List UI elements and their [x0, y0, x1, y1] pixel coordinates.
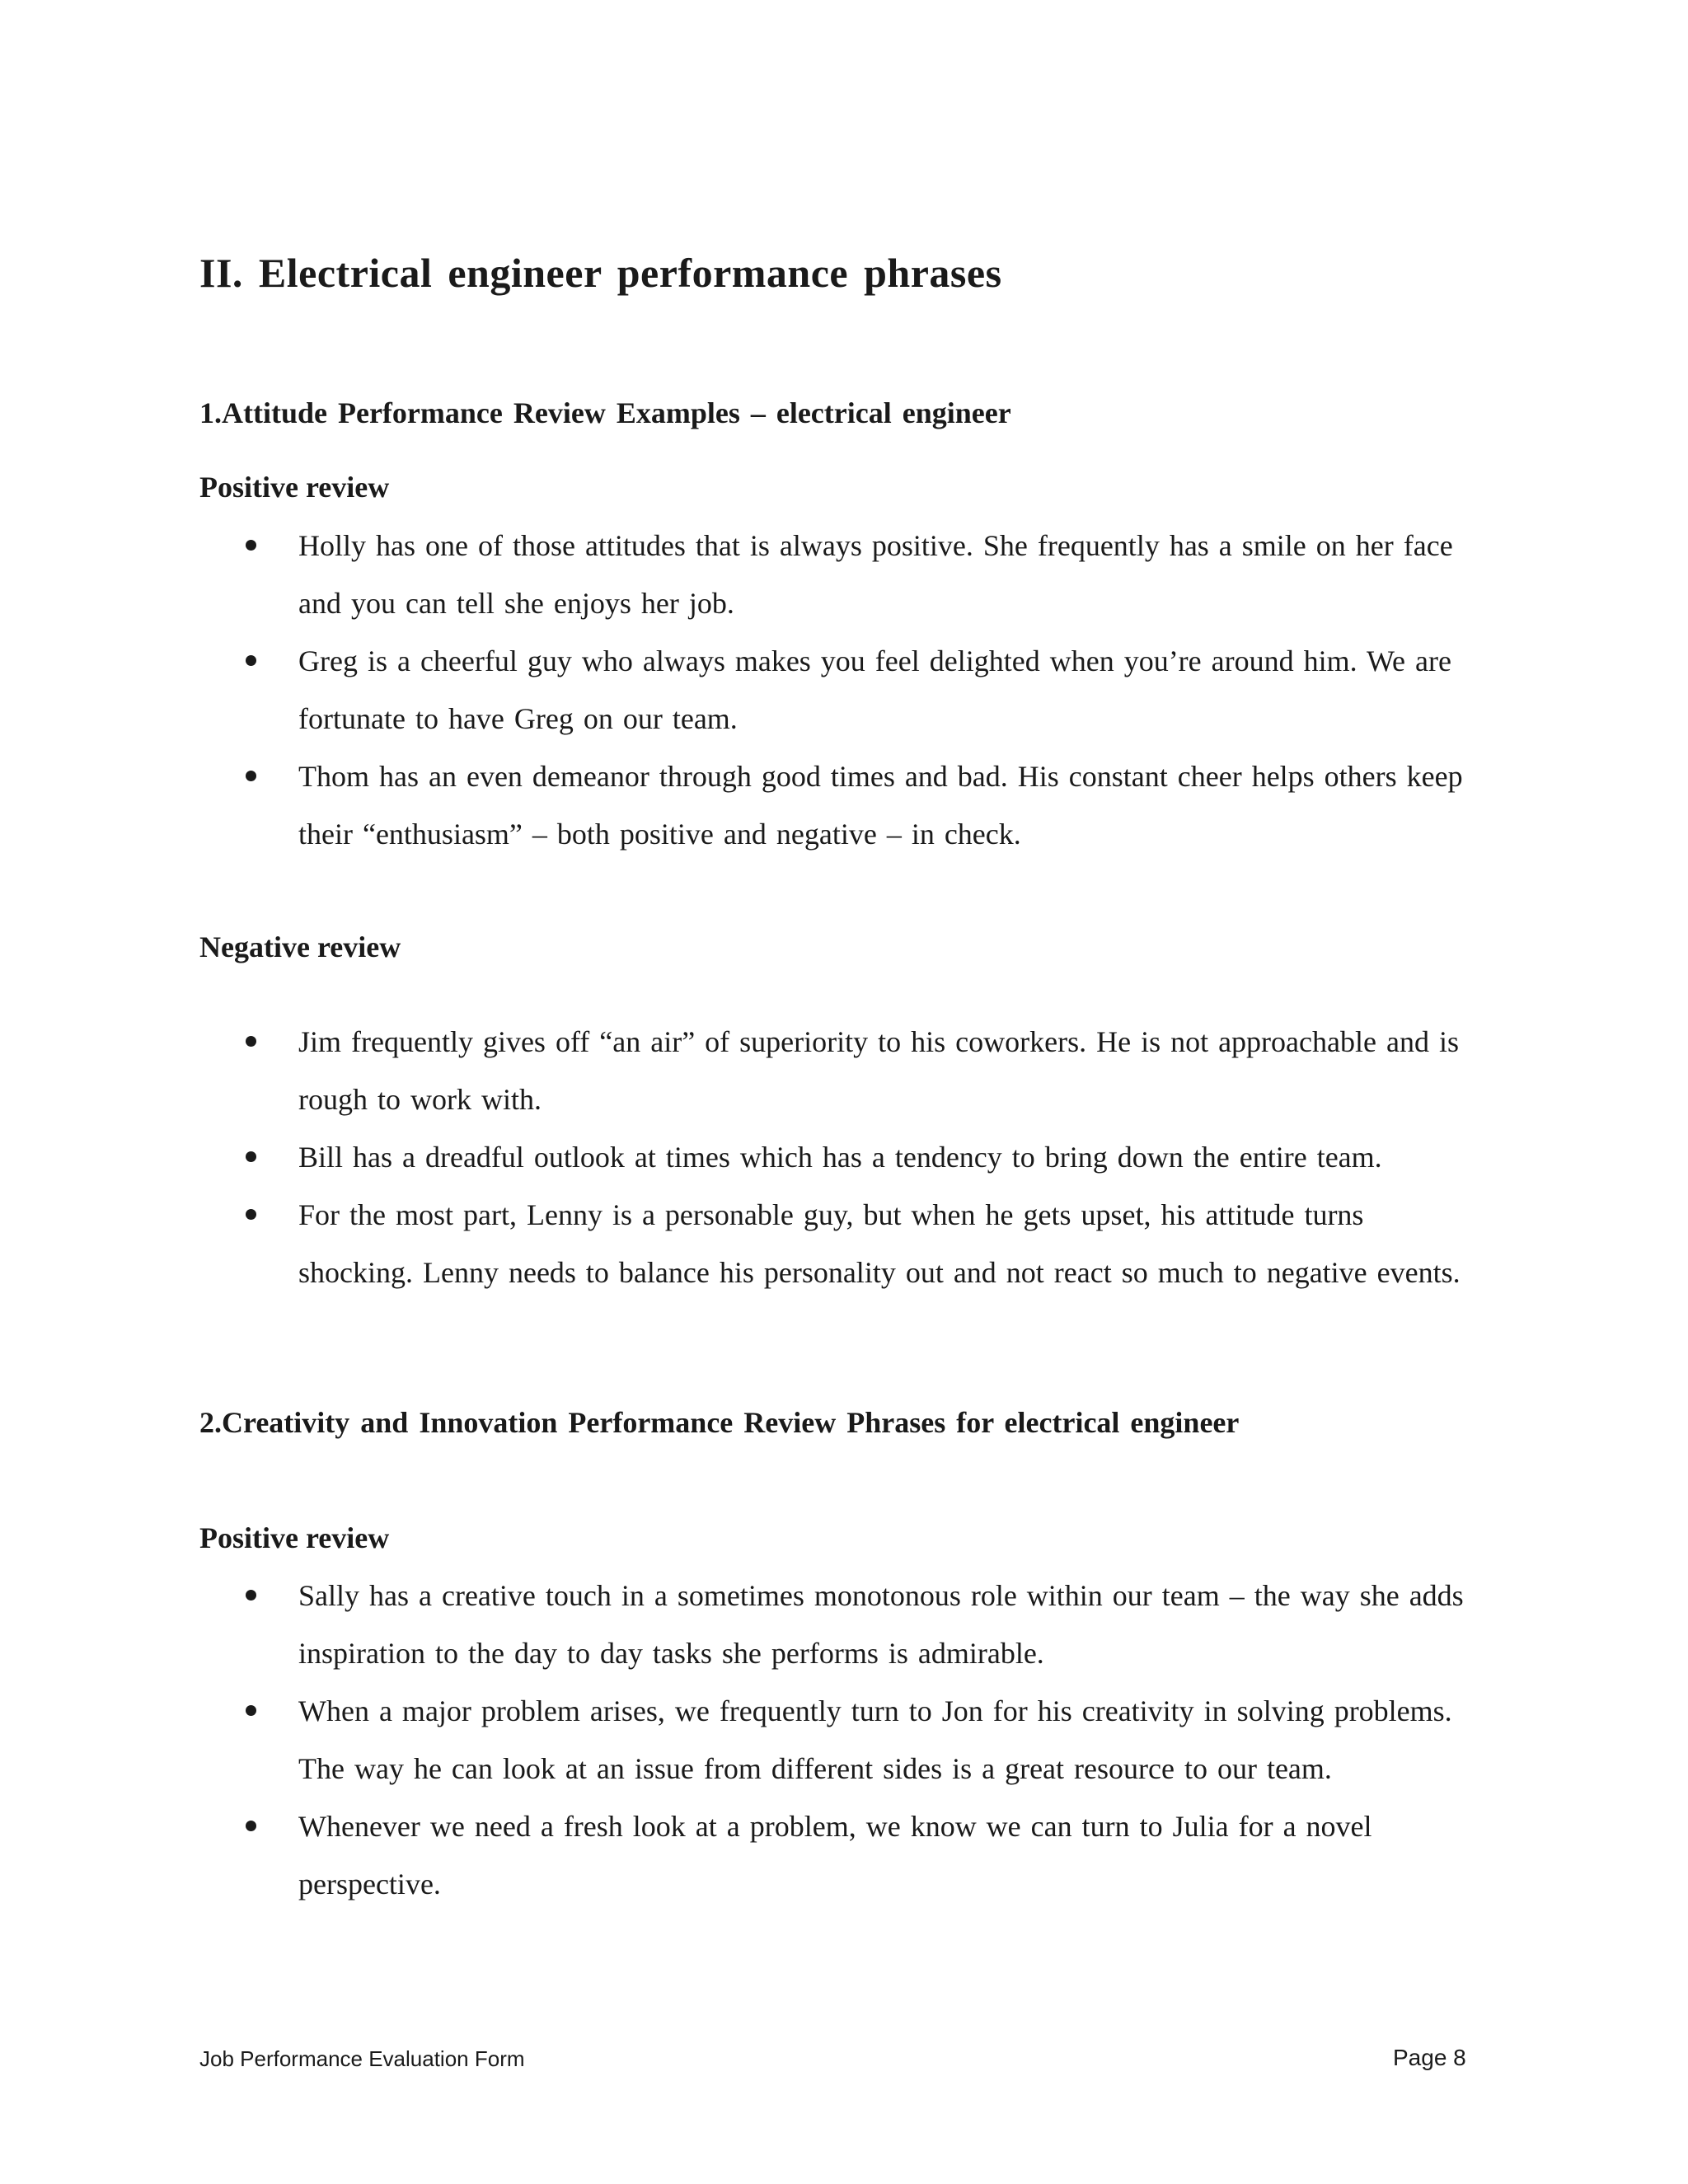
bullet-icon	[246, 1821, 256, 1831]
list-item: Bill has a dreadful outlook at times which has a tendency to bring down the entire team.	[0, 1128, 1479, 1186]
list-item: Thom has an even demeanor through good times and bad. His constant cheer helps others keep their “enthusiasm” – both positive and negative – in check.	[0, 748, 1479, 863]
list-item: For the most part, Lenny is a personable guy, but when he gets upset, his attitude turns shocking. Lenny needs to balance his personality out and not react so much to negative events.	[0, 1186, 1479, 1301]
negative-review-label: Negative review	[199, 930, 401, 963]
list-item: Whenever we need a fresh look at a problem, we know we can turn to Julia for a novel perspective.	[0, 1797, 1479, 1913]
attitude-positive-list	[0, 517, 1479, 863]
bullet-icon	[246, 771, 256, 781]
list-item: When a major problem arises, we frequently turn to Jon for his creativity in solving problems. The way he can look at an issue from different sides is a great resource to our team.	[0, 1682, 1479, 1797]
bullet-icon	[246, 1209, 256, 1220]
bullet-icon	[246, 1036, 256, 1047]
list-item: Holly has one of those attitudes that is always positive. She frequently has a smile on her face and you can tell she enjoys her job.	[0, 517, 1479, 632]
page-title: II. Electrical engineer performance phrases	[199, 250, 1002, 296]
footer-form-name: Job Performance Evaluation Form	[199, 2046, 525, 2071]
bullet-icon	[246, 1151, 256, 1162]
section-heading-attitude: 1.Attitude Performance Review Examples – electrical engineer	[199, 396, 1011, 429]
bullet-icon	[246, 655, 256, 666]
list-item: Greg is a cheerful guy who always makes you feel delighted when you’re around him. We are fortunate to have Greg on our team.	[0, 632, 1479, 748]
bullet-icon	[246, 1590, 256, 1601]
bullet-icon	[246, 1705, 256, 1716]
creativity-positive-list	[0, 1567, 1479, 1913]
list-item: Jim frequently gives off “an air” of superiority to his coworkers. He is not approachable and is rough to work with.	[0, 1013, 1479, 1128]
footer-page-number: Page 8	[1393, 2045, 1466, 2070]
positive-review-label: Positive review	[199, 1521, 390, 1554]
positive-review-label: Positive review	[199, 471, 390, 504]
bullet-icon	[246, 540, 256, 551]
attitude-negative-list	[0, 1013, 1479, 1301]
list-item: Sally has a creative touch in a sometimes monotonous role within our team – the way she adds inspiration to the day to day tasks she performs is admirable.	[0, 1567, 1479, 1682]
section-heading-creativity: 2.Creativity and Innovation Performance Review Phrases for electrical engineer	[199, 1406, 1240, 1439]
